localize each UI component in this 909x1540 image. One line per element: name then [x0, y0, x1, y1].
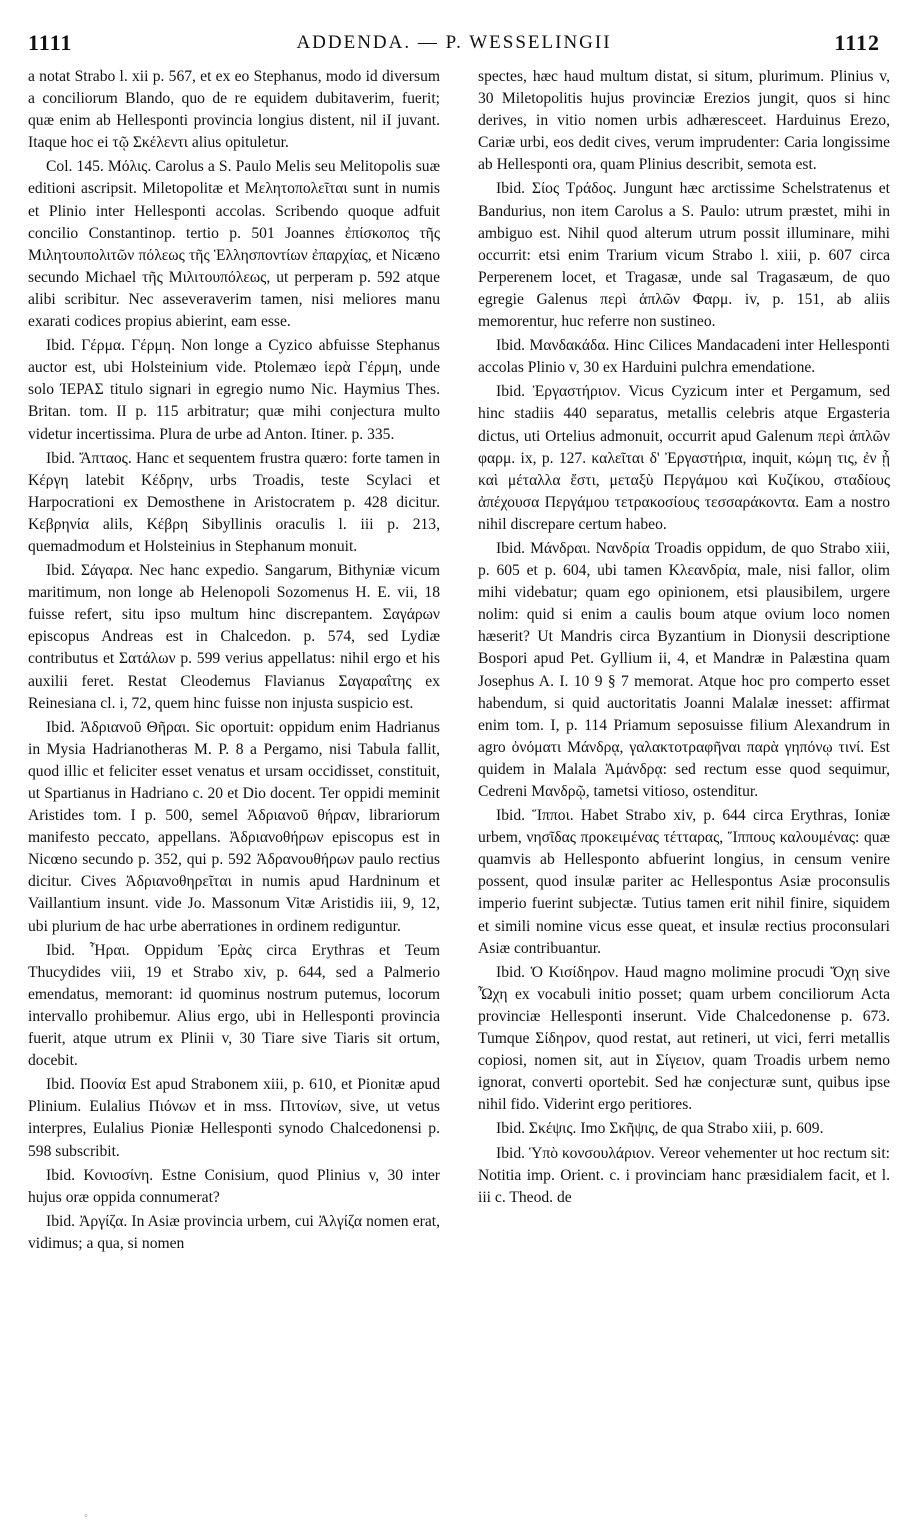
page-number-right: 1112: [834, 30, 880, 55]
paragraph: Ibid. Σίος Τράδος. Jungunt hæc arctissime Schelstratenus et Bandurius, non item Carolus a S. Paulo: utrum præstet, mihi in ambiguo est. Nihil quod alterum utrum possit illuminare, mihi occurrit: etsi enim Trarium vicum Strabo l. xiii, p. 607 circa Perperenem locet, et Tragasæ, unde sal Tragasæum, de quo egregie Galenus περὶ ἁπλῶν Φαρμ. iv, p. 151, ab aliis memorentur, huc referre non sustineo.: [478, 180, 890, 331]
paragraph: Ibid. Ἄπταος. Hanc et sequentem frustra quæro: forte tamen in Κέργη latebit Κέδρην, urbs Troadis, teste Scylaci et Harpocrationi ex Demosthene in Aristocratem p. 428 dicitur. Κεβρηνία alils, Κέβρη Sibyllinis oraculis l. iii p. 213, quemadmodum et Holsteinius in Stephanum monuit.: [28, 449, 440, 555]
running-title: ADDENDA. — P. WESSELINGII: [296, 32, 612, 53]
paragraph: a notat Strabo l. xii p. 567, et ex eo Stephanus, modo id diversum a conciliorum Blando, quo de re equidem dubitaverim, fuerit; quæ enim ab Hellesponti provincia longius distent, nil iI juvant. Itaque hoc ei τῷ Σκέλεντι alius opituletur.: [28, 68, 440, 152]
paragraph: spectes, hæc haud multum distat, si situm, plurimum. Plinius v, 30 Miletopolitis hujus provinciæ Erezios jungit, quos si hinc derives, in vitio nomen urbis adhæresceet. Harduinus Erezo, Cariæ urbi, eos dedit cives, verum imprudenter: Caria longissime ab Hellesponti ora, quam Plinius describit, semota est.: [478, 68, 890, 174]
paragraph: Ibid. Ὑπὸ κονσουλάριον. Vereor vehementer ut hoc rectum sit: Notitia imp. Orient. c. i provinciam hanc præsidialem facit, et l. iii c. Theod. de: [478, 1144, 890, 1206]
paragraph: Ibid. Ὁ Κισίδηρον. Haud magno molimine procudi Ὄχη sive Ὦχη ex vocabuli initio posset; quam urbem conciliorum Acta provinciæ Hellesponti inserunt. Vide Chalcedonense p. 673. Tumque Σίδηρον, quod restat, aut retineri, ut vici, ferri metallis copiosi, nomen sit, aut in Σίγειον, quam Troadis urbem nemo ignorat, converti oportebit. Sed hæ conjecturæ sunt, quibus ipse nihil fido. Viderint ergo peritiores.: [478, 963, 890, 1114]
paragraph: Ibid. Ἐργαστήριον. Vicus Cyzicum inter et Pergamum, sed hinc stadiis 440 separatus, metallis celebris atque Ergasteria dictus, uti Ortelius admonuit, occurrit apud Galenum περὶ ἁπλῶν φαρμ. ix, p. 127. καλεῖται δ' Ἐργαστήρια, inquit, κώμη τις, ἐν ᾗ καὶ μέταλλα ἔστι, μεταξὺ Περγάμου καὶ Κυζίκου, σταδίους ἀπέχουσα Περγάμου τετρακοσίους τεσσαράκοντα. Eam a nostro nihil discrepare certum habeo.: [478, 383, 890, 533]
paragraph: Ibid. Μάνδραι. Νανδρία Troadis oppidum, de quo Strabo xiii, p. 605 et p. 604, ubi tamen Κλεανδρία, male, nisi fallor, olim mihi videbatur; quam ego opinionem, etsi plausibilem, urgere nolim: quid si enim a caulis boum atque ovium loco nomen hæserit? Ut Mandris circa Byzantium in Dionysii descriptione Bospori apud Pet. Gyllium ii, 4, et Mandræ in Palæstina quam Josephus A. I. 10 9 § 7 memorat. Atque hoc pro comperto esset habendum, si quid auctoritatis Joanni Malalæ inesset: affirmat enim tom. I, p. 114 Priamum seposuisse filium Alexandrum in agro ὀνόματι Μάνδρᾳ, γαλακτοτραφῆναι παρὰ γηπόνῳ τινί. Est quidem in Malala Ἀμάνδρᾳ: sed rectum esse quod sequimur, Cedreni Μανδρῷ, tametsi vitioso, ostenditur.: [478, 539, 890, 800]
paragraph: Ibid. Μανδακάδα. Hinc Cilices Mandacadeni inter Hellesponti accolas Plinio v, 30 ex Harduini pulchra emendatione.: [478, 337, 890, 377]
paragraph: Col. 145. Μόλις. Carolus a S. Paulo Melis seu Melitopolis suæ editioni ascripsit. Miletopolitæ et Μελητοπολεῖται sunt in numis et Plinio inter Hellesponti accolas. Scribendo quoque adfuit concilio Constantinop. tertio p. 501 Joannes ἐπίσκοπος τῆς Μιλητουπολιτῶν πόλεως τῆς Ἑλλησποντίων ἐπαρχίας, et Nicæno secundo Michael τῆς Μιλιτουπόλεως, ut perperam p. 592 atque alibi scribitur. Nec asseveraverim tamen, nisi meliores manu exarati codices propius abierint, eam esse.: [28, 158, 440, 331]
paragraph: Ibid. Σκέψις. Imo Σκῆψις, de qua Strabo xiii, p. 609.: [496, 1120, 824, 1138]
page-header: [28, 30, 880, 58]
paragraph: Ibid. Ἀδριανοῦ Θῆραι. Sic oportuit: oppidum enim Hadrianus in Mysia Hadrianotheras M. P. 8 a Pergamo, nisi Tabula fallit, quod illic et feliciter esset venatus et ursam occidisset, constituit, ut Spartianus in Hadriano c. 20 et Dio docent. Ter oppidi meminit Aristides tom. I p. 500, semel Ἀδριανοῦ θήραν, librariorum manifesto peccato, appellans. Ἀδριανοθήρων episcopus est in Nicœno secundo p. 352, qui p. 592 Ἀδρανουθήρων paulo rectius dicitur. Cives Ἀδριανοθηρεῖται in numis apud Hardninum et Vaillantium insunt. vide Jo. Massonum Vitæ Aristidis iii, 9, 12, ubi plurium de hac urbe aberrationes in ordinem rediguntur.: [28, 718, 440, 935]
paragraph: Ibid. Ἧραι. Oppidum Ἐρὰς circa Erythras et Teum Thucydides viii, 19 et Strabo xiv, p. 644, sed a Palmerio emendatus, memorant: id quominus nostrum putemus, locorum intervallo prohibemur. Alius ergo, ubi in Hellesponti provincia fuerit, atque utrum ex Plinii v, 30 Tiare sive Tiaris sit ortum, docebit.: [28, 941, 440, 1070]
paragraph: Ibid. Ἀργίζα. In Asiæ provincia urbem, cui Ἀλγίζα nomen erat, vidimus; a qua, si nomen: [28, 1212, 440, 1252]
page-number-left: 1111: [28, 30, 73, 55]
left-column: [28, 66, 440, 1506]
ink-smudge: ◦: [84, 1510, 88, 1522]
paragraph: Ibid. Ποονία Est apud Strabonem xiii, p. 610, et Pionitæ apud Plinium. Eulalius Πιόνων et in mss. Πιτονίων, sive, ut vetus interpres, Eulalius Pioniæ Hellesponti synodo Chalcedonensi p. 598 subscribit.: [28, 1076, 440, 1160]
right-column: [478, 66, 890, 1506]
paragraph: Ibid. Κονιοσίνη. Estne Conisium, quod Plinius v, 30 inter hujus oræ oppida connumerat?: [28, 1166, 440, 1206]
paragraph: Ibid. Ἵπποι. Habet Strabo xiv, p. 644 circa Erythras, Ioniæ urbem, νησῖδας προκειμένας τέτταρας, Ἵππους καλουμένας: quæ quamvis ab Hellesponto abfuerint longius, in censum venire possent, quod insulæ pariter ac Hellespontus Asiæ proconsulis imperio fuerint subjectæ. Tutius tamen erit nihil finire, siquidem et simili nomine vicus esse queat, et insulæ rectius proconsulari Asiæ contribuantur.: [478, 807, 890, 957]
paragraph: Ibid. Σάγαρα. Nec hanc expedio. Sangarum, Bithyniæ vicum maritimum, non longe ab Helenopoli Sozomenus H. E. vii, 18 fuisse refert, situ ipso multum hinc discrepantem. Σαγάρων episcopus Andreas est in Chalcedon. p. 574, sed Lydiæ contributus et Σατάλων p. 599 verius appellatus: nihil ergo et his auxilii feret. Restat Cleodemus Flavianus Σαγαραΐτης ex Reinesiana cl. i, 72, quem hinc fuisse non injusta suspicio est.: [28, 562, 440, 712]
paragraph: Ibid. Γέρμα. Γέρμη. Non longe a Cyzico abfuisse Stephanus auctor est, ubi Holsteinium vide. Ptolemæo ἱερὰ Γέρμη, unde solo ΊΕΡΑΣ titulo signari in egregio numo Nic. Haymius Thes. Britan. tom. II p. 115 arbitratur; quæ mihi conjectura multo videtur incertissima. Plura de urbe ad Anton. Itiner. p. 335.: [28, 337, 440, 443]
